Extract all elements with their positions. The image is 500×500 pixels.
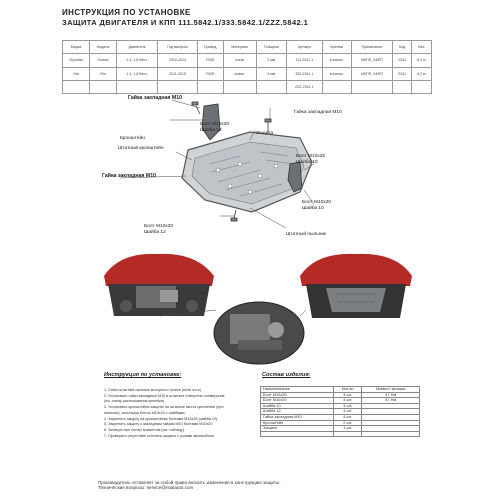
kit-cell: 47 Нм — [362, 392, 420, 398]
kit-cell: 4 шт. — [333, 403, 362, 409]
step-item: 2. Установить гайки закладные М10 в штатные отверстия лонжеронов — [104, 393, 225, 398]
applicability-cell: Hyundai — [63, 54, 90, 67]
applicability-cell — [90, 80, 117, 93]
applicability-cell: Толщина — [256, 41, 286, 54]
applicability-cell: 2011-2015 — [158, 67, 197, 80]
kit-cell: 2 шт. — [333, 420, 362, 426]
applicability-cell — [351, 80, 393, 93]
applicability-cell: МКПП, АКПП — [351, 54, 393, 67]
footer — [98, 480, 281, 491]
kit-header-cell: Кол-во — [333, 387, 362, 393]
photo-callout-lines — [100, 246, 416, 370]
step-item: 4. Закрепить защиту на кронштейнах болтами М10х25 (шайба 10). — [104, 416, 219, 421]
footer-line-1: Производитель оставляет за собой право вносить изменения в конструкцию защиты. — [98, 480, 281, 485]
applicability-cell: Материал — [223, 41, 256, 54]
kit-cell: 1 шт. — [333, 426, 362, 432]
label-guard: Защита — [256, 131, 274, 136]
label-stock-dust-cover: Штатный пыльник — [286, 232, 327, 237]
applicability-cell: 2341 — [393, 54, 411, 67]
applicability-cell: Крепёж — [322, 41, 351, 54]
label-weld-nut-left: Гайка закладная М10 — [102, 173, 156, 179]
step-item: 7. Проверить отсутствие контакта защиты с узлами автомобиля. — [104, 433, 215, 438]
label-stock-bracket: Штатный кронштейн — [118, 146, 164, 151]
applicability-cell — [393, 80, 411, 93]
step-item: 5. Закрепить защиту к закладным гайкам М10 болтами М10х20. — [104, 422, 214, 427]
kit-cell: Гайка закладная М10 — [261, 414, 334, 420]
kit-header-cell: Момент затяжки — [362, 387, 420, 393]
step-item: 6. Затянуть все болты моментом (см. таблицу). — [104, 427, 186, 432]
applicability-cell — [197, 80, 223, 93]
applicability-cell: МКПП, АКПП — [351, 67, 393, 80]
applicability-cell: 2341 — [393, 67, 411, 80]
kit-cell: Болт М10х25 — [261, 392, 334, 398]
applicability-cell — [322, 80, 351, 93]
kit-cell: 4 шт. — [333, 409, 362, 415]
applicability-cell: 2010-2014 — [158, 54, 197, 67]
applicability-cell: Артикул — [286, 41, 322, 54]
applicability-cell — [223, 80, 256, 93]
applicability-cell: 4,2 кг — [411, 67, 431, 80]
applicability-cell: Код — [393, 41, 411, 54]
applicability-cell — [158, 80, 197, 93]
guard-diagram — [100, 100, 390, 240]
applicability-cell: 8,3 кг — [411, 54, 431, 67]
label-bolt-m10x20-bottom: Болт М10х20 Шайба 12 — [144, 224, 174, 235]
label-weld-nut-top: Гайка закладная М10 — [128, 95, 182, 101]
applicability-cell: Привод — [197, 41, 223, 54]
label-bracket: Кронштейн — [120, 136, 145, 141]
applicability-cell: 1.4, 1.6 бенз. — [116, 54, 157, 67]
applicability-cell: Solaris — [90, 54, 117, 67]
applicability-cell: 4 мм — [256, 67, 286, 80]
step-item: 3. Установить кронштейны защиты на штатные места крепления (при — [104, 405, 224, 410]
applicability-cell: ZZZ.2341.1 — [286, 80, 322, 93]
applicability-cell: Модель — [90, 41, 117, 54]
steps-heading: Инструкция по установке: — [104, 372, 182, 378]
applicability-row — [63, 80, 432, 93]
kit-cell: Шайба 10 — [261, 403, 334, 409]
applicability-cell: Примечание — [351, 41, 393, 54]
kit-cell — [333, 431, 362, 437]
kit-cell — [362, 431, 420, 437]
applicability-cell: сталь — [223, 54, 256, 67]
applicability-row — [63, 54, 432, 67]
applicability-header-row — [63, 41, 432, 54]
kit-cell — [261, 431, 334, 437]
applicability-cell: Двигатель — [116, 41, 157, 54]
kit-cell: Болт М10х20 — [261, 398, 334, 404]
applicability-cell — [411, 80, 431, 93]
title-line-1: ИНСТРУКЦИЯ ПО УСТАНОВКЕ — [62, 8, 191, 17]
applicability-cell — [116, 80, 157, 93]
kit-table — [260, 386, 420, 437]
applicability-cell: 2 мм — [256, 54, 286, 67]
applicability-cell — [63, 80, 90, 93]
label-bolt-m10x20-top: Болт М10х20 Шайба 12 — [200, 122, 230, 133]
applicability-cell: FWD — [197, 54, 223, 67]
applicability-cell: FWD — [197, 67, 223, 80]
kit-heading: Состав изделия: — [262, 372, 311, 378]
step-item: наличии), используя болты М10х20 с шайбами. — [104, 410, 186, 415]
applicability-cell — [256, 80, 286, 93]
applicability-row — [63, 67, 432, 80]
kit-cell: 4 шт. — [333, 392, 362, 398]
applicability-cell: 333.2341.1 — [286, 67, 322, 80]
label-bolt-m10x20-right: Болт М10х20 Шайба 10 — [302, 200, 332, 211]
applicability-table — [62, 40, 432, 94]
kit-row — [261, 431, 420, 437]
applicability-cell: в компл. — [322, 54, 351, 67]
applicability-cell: 1.4, 1.6 бенз. — [116, 67, 157, 80]
label-bolt-m10x25: Болт М10х25 Шайба 10 — [296, 154, 326, 165]
kit-cell: Кронштейн — [261, 420, 334, 426]
kit-cell: Защита — [261, 426, 334, 432]
kit-cell: Шайба 12 — [261, 409, 334, 415]
label-weld-nut-right: Гайка закладная М10 — [294, 110, 342, 115]
applicability-cell: Вес — [411, 41, 431, 54]
applicability-cell: Rio — [90, 67, 117, 80]
document-title — [62, 8, 308, 28]
applicability-cell: алюм. — [223, 67, 256, 80]
title-line-2: ЗАЩИТА ДВИГАТЕЛЯ И КПП 111.5842.1/333.5842.1/ZZZ.5842.1 — [62, 18, 309, 27]
applicability-cell: 111.2341.1 — [286, 54, 322, 67]
kit-cell: 4 шт. — [333, 398, 362, 404]
footer-line-2: Технические вопросы: service@rivalauto.com — [98, 485, 194, 491]
applicability-cell: Год выпуска — [158, 41, 197, 54]
step-item: 1. Снять штатный пыльник моторного отсека (если есть). — [104, 388, 202, 392]
applicability-cell: Марка — [63, 41, 90, 54]
steps-list — [104, 388, 272, 439]
step-item: (см. схему расположения крепежа). — [104, 399, 166, 404]
kit-cell: 47 Нм — [362, 398, 420, 404]
kit-cell: 4 шт. — [333, 414, 362, 420]
kit-header-cell: Наименование — [261, 387, 334, 393]
applicability-cell: в компл. — [322, 67, 351, 80]
applicability-cell: Kia — [63, 67, 90, 80]
